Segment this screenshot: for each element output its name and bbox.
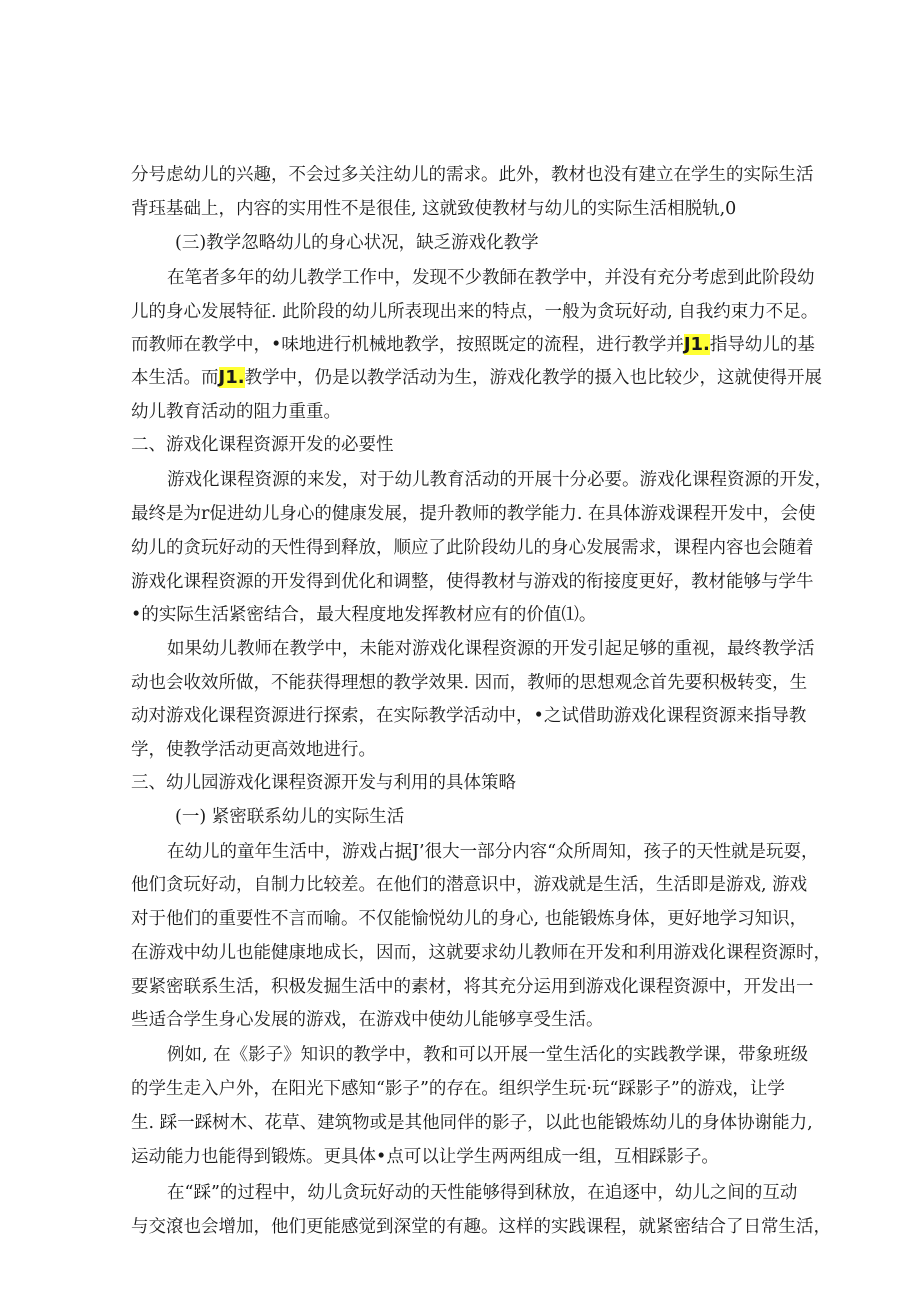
text-line: 他们贪玩好动，自制力比较差。在他们的潜意识中，游戏就是生活，生活即是游戏, 游戏 [131,875,808,895]
text-line: 游戏化课程资源的开发得到优化和调整，使得教材与游戏的衔接度更好，教材能够与学牛 [131,572,814,592]
section-subheading: (三)教学忽略幼儿的身心状况，缺乏游戏化教学 [175,233,539,253]
text-line: 生. 踩一踩树木、花草、建筑物或是其他同伴的影子，以此也能锻炼幼儿的身体协谢能力, [131,1113,813,1133]
section-heading: 二、游戏化课程资源开发的必要性 [131,435,394,455]
paragraph-line: 在笔者多年的幼儿教学工作中，发现不少教師在教学中，并没有充分考虑到此阶段幼 [167,268,815,288]
text-line: 幼儿的贪玩好动的天性得到释放，顺应了此阶段幼儿的身心发展需求，课程内容也会随着 [131,538,814,558]
text-segment: 指导幼儿的基 [709,335,815,355]
text-line: •的实际生活紧密结合，最大程度地发挥教材应有的价值⑴。 [131,605,597,625]
text-segment: 教学中，仍是以教学活动为生，游戏化教学的摄入也比较少，这就使得开展 [244,368,823,388]
text-line-with-highlight [131,333,815,357]
paragraph-line: 如果幼儿教师在教学中，未能对游戏化课程资源的开发引起足够的重视，最终教学活 [167,639,815,659]
text-line: 些适合学生身心发展的游戏，在游戏中使幼儿能够享受生活。 [131,1010,604,1030]
text-line: 背珏基础上，内容的实用性不是很佳, 这就致使教材与幼儿的实际生活相脱轨,0 [131,199,737,219]
text-line: 在游戏中幼儿也能健康地成长，因而，这就要求幼儿教师在开发和利用游戏化课程资源时， [131,943,831,963]
paragraph-line: 在“踩”的过程中，幼儿贪玩好动的天性能够得到秫放，在追逐中，幼儿之间的互动 [167,1183,798,1203]
text-line: 学，使教学活动更高效地进行。 [131,740,376,760]
text-line: 的学生走入户外，在阳光下感知“影子”的存在。组织学生玩·玩“踩影子”的游戏，让学 [131,1079,785,1099]
text-line: 与交滾也会增加，他们更能感觉到深堂的有趣。这样的实践课程，就紧密结合了日常生活， [131,1217,831,1237]
section-heading: 三、幼儿园游戏化课程资源开发与利用的具体策略 [131,773,516,793]
text-line: 幼儿教育活动的阻力重重。 [131,402,341,422]
text-line: 对于他们的重要性不言而喻。不仅能愉悦幼儿的身心, 也能锻炼身体，更好地学习知识， [131,909,808,929]
text-line: 最终是为r促进幼儿身心的健康发展，提升教师的教学能力. 在具体游戏课程开发中，会使 [131,504,816,524]
section-subheading: (一) 紧密联系幼儿的实际生活 [175,807,405,827]
text-line-with-highlight [131,366,823,390]
text-segment: 本生活。而 [131,368,219,388]
highlighted-text: J1. [218,367,245,388]
paragraph-line: 游戏化课程资源的来发，对于幼儿教育活动的开展十分必要。游戏化课程资源的开发， [167,470,832,490]
text-line: 动对游戏化课程资源进行探索，在实际教学活动中，•之试借助游戏化课程资源来指导教 [131,706,807,726]
text-line: 儿的身心发展特征. 此阶段的幼儿所表现出来的特点，一般为贪玩好动, 自我约束力不足。 [131,302,819,322]
paragraph-line: 例如, 在《影子》知识的教学中，教和可以开展一堂生活化的实践教学课，带象班级 [167,1045,809,1065]
highlighted-text: J1. [683,334,710,355]
text-line: 分号虑幼儿的兴趣，不会过多关注幼儿的需求。此外，教材也没有建立在学生的实际生活 [131,165,814,185]
text-line: 运动能力也能得到锻炼。更具体•点可以让学生两两组成一组，互相踩影子。 [131,1147,719,1167]
text-segment: 而教师在教学中，•味地进行机械地教学，按照既定的流程，进行教学并 [131,335,684,355]
text-line: 要紧密联系生活，积极发掘生活中的素材，将其充分运用到游戏化课程资源中，开发出一 [131,977,814,997]
paragraph-line: 在幼儿的童年生活中，游戏占据J’很大一部分内容“众所周知，孩子的天性就是玩耍， [167,842,819,862]
text-line: 动也会收效所做，不能获得理想的教学效果. 因而，教师的思想观念首先要积极转变，生 [131,673,808,693]
